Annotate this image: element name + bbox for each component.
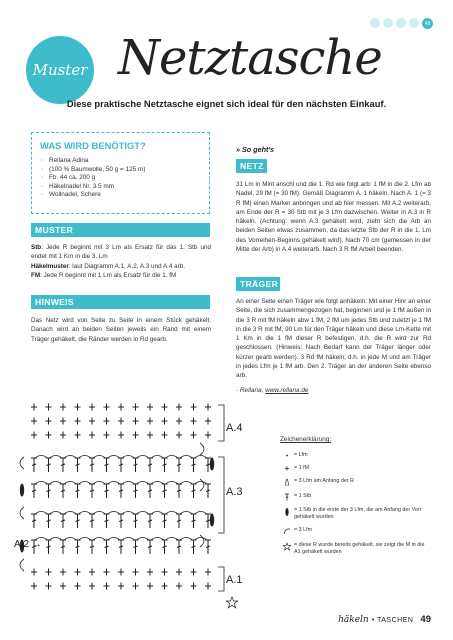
chain-dot-icon <box>280 452 294 459</box>
double-crochet-icon <box>280 493 294 501</box>
footer-section: • TASCHEN <box>371 617 414 624</box>
single-crochet-icon <box>205 583 211 590</box>
turning-chain-icon <box>200 443 204 455</box>
traeger-text: An einer Seite einen Träger wie folgt anhäkeln: Mit einer Hinr an einer Seite, die sich zusammengezogen hat, beginnen und je 1 fM außen in die 3 R mit fM häkeln abw 1 fM, 2 fM um jedes Stb und zuletzt je 1 fM in die 3 R mit fM, 90 Lm für den Träger häkeln und diese Lm-Kette mit 1 Km in die 1 fM dieser R befestigen, d.h. die R wird zur Rd geschlossen. (Hinweis: Nach Bedarf kann der Träger länger oder kürzer gearb werden). 3 Rd fM häkeln, d.h. in jede M und am Träger in jedes Lfm je 1 fM arb. Den 2. Träger an der anderen Seite ebenso arb. <box>236 298 431 380</box>
single-crochet-icon <box>118 583 124 590</box>
traeger-heading: TRÄGER <box>236 277 280 291</box>
muster-stb: Stb: Jede R beginnt mit 3 Lm als Ersatz für das 1. Stb und endet mit 1 Km in die 3. Lm <box>31 244 211 261</box>
single-crochet-icon <box>205 404 211 411</box>
double-crochet-icon <box>60 484 66 498</box>
single-crochet-icon <box>191 404 197 411</box>
double-crochet-icon <box>147 484 153 498</box>
star-icon <box>280 542 294 552</box>
single-crochet-icon <box>31 432 37 439</box>
double-crochet-icon <box>118 514 124 528</box>
single-crochet-icon <box>280 465 294 472</box>
double-crochet-icon <box>31 514 37 528</box>
double-crochet-icon <box>133 514 139 528</box>
single-crochet-icon <box>104 569 110 576</box>
single-crochet-icon <box>60 569 66 576</box>
muster-haekel: Häkelmuster: laut Diagramm A.1, A.2, A.3 und A.4 arb. <box>31 262 186 270</box>
single-crochet-icon <box>205 418 211 425</box>
legend-item: = 3 Lfm <box>280 527 430 536</box>
single-crochet-icon <box>104 404 110 411</box>
double-crochet-icon <box>176 514 182 528</box>
double-crochet-icon <box>104 540 110 554</box>
netz-text: 31 Lm in Mint anschl und die 1. Rd wie folgt arb: 1 fM in die 2. Lfm ab Nadel, 29 fM (= 30 fM). Gemäß Diagramm A. 1 häkeln. Nach A. 1 (= 3 R fM) einen Marker anbringen und ab hier messen. Mit A.2 weiterarb, am Ende der R = 30 Stb mit je 3 Lfm dazwischen. Weiter in A.3 in R häkeln. (Achtung: wenn A.3 gehäkelt wird, zieht sich die Arb an beiden Seiten etwas zusammen, da das letzte Stb der R in die 1. Lm des Vorreihen-Beginns gehäkelt wird). Nach 70 cm (gemessen in der Mitte der Arb) in A.4 weiterarb. Nach 3 R fM Arbeit beenden. <box>236 181 431 254</box>
double-crochet-icon <box>46 458 52 472</box>
single-crochet-icon <box>162 432 168 439</box>
muster-heading: MUSTER <box>31 223 210 237</box>
single-crochet-icon <box>46 404 52 411</box>
muster-fm: FM: Jede R beginnt mit 1 Lm als Ersatz für die 1. fM <box>31 271 177 279</box>
diagram-symbols <box>20 404 214 590</box>
double-crochet-icon <box>147 458 153 472</box>
chain-arc-small-icon <box>280 527 294 536</box>
double-crochet-icon <box>75 458 81 472</box>
materials-item: · (100 % Baumwolle, 50 g = 125 m) <box>40 166 201 175</box>
page-number: 49 <box>420 614 431 625</box>
single-crochet-icon <box>133 432 139 439</box>
single-crochet-icon <box>89 432 95 439</box>
single-crochet-icon <box>46 583 52 590</box>
double-crochet-icon <box>162 484 168 498</box>
filled-oval-icon <box>210 458 214 471</box>
single-crochet-icon <box>133 569 139 576</box>
double-crochet-icon <box>31 458 37 472</box>
materials-item: · Häkelnadel Nr. 3.5 mm <box>40 183 201 192</box>
double-crochet-icon <box>147 514 153 528</box>
credit: · Rellana, www.rellana.de <box>236 387 309 394</box>
double-crochet-icon <box>205 484 211 498</box>
single-crochet-icon <box>133 404 139 411</box>
filled-oval-icon <box>280 507 294 517</box>
materials-item: · Wollnadel, Schere <box>40 191 201 200</box>
single-crochet-icon <box>31 569 37 576</box>
single-crochet-icon <box>46 418 52 425</box>
double-crochet-icon <box>162 458 168 472</box>
double-crochet-icon <box>191 484 197 498</box>
double-crochet-icon <box>118 458 124 472</box>
single-crochet-icon <box>205 569 211 576</box>
nav-dot <box>409 18 419 28</box>
muster-text <box>31 243 211 280</box>
double-crochet-icon <box>133 540 139 554</box>
credit-link[interactable]: www.rellana.de <box>265 387 309 394</box>
double-crochet-icon <box>133 458 139 472</box>
single-crochet-icon <box>75 418 81 425</box>
double-crochet-icon <box>147 540 153 554</box>
single-crochet-icon <box>89 569 95 576</box>
single-crochet-icon <box>147 569 153 576</box>
bracket-a4 <box>218 405 224 441</box>
single-crochet-icon <box>147 432 153 439</box>
single-crochet-icon <box>31 418 37 425</box>
single-crochet-icon <box>118 432 124 439</box>
page-nav-dots <box>370 18 433 29</box>
single-crochet-icon <box>75 569 81 576</box>
single-crochet-icon <box>147 404 153 411</box>
label-a2: A.2 → <box>14 539 42 550</box>
double-crochet-icon <box>176 458 182 472</box>
legend-item: = Lfm <box>280 452 430 459</box>
crochet-diagram <box>0 395 270 615</box>
single-crochet-icon <box>104 432 110 439</box>
single-crochet-icon <box>176 404 182 411</box>
single-crochet-icon <box>133 418 139 425</box>
single-crochet-icon <box>133 583 139 590</box>
double-crochet-icon <box>89 458 95 472</box>
double-crochet-icon <box>75 484 81 498</box>
single-crochet-icon <box>176 432 182 439</box>
netz-heading: NETZ <box>236 159 267 173</box>
single-crochet-icon <box>75 583 81 590</box>
single-crochet-icon <box>162 418 168 425</box>
bracket-a1 <box>218 567 224 591</box>
double-crochet-icon <box>46 514 52 528</box>
label-a4: A.4 <box>226 422 243 434</box>
single-crochet-icon <box>147 418 153 425</box>
single-crochet-icon <box>46 569 52 576</box>
label-a3: A.3 <box>226 486 243 498</box>
single-crochet-icon <box>118 418 124 425</box>
star-icon <box>226 597 237 608</box>
legend-item: = 3 Lfm am Anfang der R <box>280 478 430 487</box>
double-crochet-icon <box>60 458 66 472</box>
double-crochet-icon <box>162 540 168 554</box>
hinweis-text: Das Netz wird von Seite zu Seite in einem Stück gehäkelt. Danach wird an beiden Seiten jeweils ein Rand mit einem Träger gehäkelt, die Ränder werden in Rd gearb. <box>31 317 211 343</box>
single-crochet-icon <box>60 404 66 411</box>
single-crochet-icon <box>89 583 95 590</box>
hinweis-heading: HINWEIS <box>31 295 210 309</box>
single-crochet-icon <box>176 583 182 590</box>
single-crochet-icon <box>162 404 168 411</box>
single-crochet-icon <box>162 583 168 590</box>
single-crochet-icon <box>60 418 66 425</box>
single-crochet-icon <box>60 583 66 590</box>
legend <box>280 436 430 562</box>
single-crochet-icon <box>89 404 95 411</box>
single-crochet-icon <box>89 418 95 425</box>
double-crochet-icon <box>89 484 95 498</box>
materials-box <box>31 132 210 214</box>
double-crochet-icon <box>191 458 197 472</box>
turning-chain-icon <box>20 559 24 571</box>
materials-title: WAS WIRD BENÖTIGT? <box>40 140 146 151</box>
nav-dot-active: 48 <box>422 18 433 29</box>
single-crochet-icon <box>176 418 182 425</box>
double-crochet-icon <box>118 540 124 554</box>
double-crochet-icon <box>104 514 110 528</box>
materials-list <box>40 157 201 200</box>
chain-arc-icon <box>280 478 294 487</box>
turning-chain-icon <box>200 535 204 547</box>
turning-chain-icon <box>200 479 204 491</box>
double-crochet-icon <box>46 540 52 554</box>
double-crochet-icon <box>89 540 95 554</box>
double-crochet-icon <box>60 540 66 554</box>
filled-oval-icon <box>20 484 24 497</box>
legend-item: = 1 fM <box>280 465 430 472</box>
single-crochet-icon <box>191 569 197 576</box>
howto-label: » So geht's <box>236 145 275 154</box>
legend-title: Zeichenerklärung: <box>280 436 332 443</box>
double-crochet-icon <box>75 514 81 528</box>
single-crochet-icon <box>205 432 211 439</box>
double-crochet-icon <box>60 514 66 528</box>
single-crochet-icon <box>191 432 197 439</box>
single-crochet-icon <box>104 418 110 425</box>
legend-item: = 1 Stb in die erste der 3 Lfm, die am Anfang der Vorr gehäkelt wurden <box>280 507 430 521</box>
double-crochet-icon <box>205 540 211 554</box>
double-crochet-icon <box>104 484 110 498</box>
single-crochet-icon <box>104 583 110 590</box>
single-crochet-icon <box>75 432 81 439</box>
single-crochet-icon <box>162 569 168 576</box>
bracket-a3 <box>218 457 224 533</box>
single-crochet-icon <box>31 583 37 590</box>
materials-item: · Rellana Adina <box>40 157 201 166</box>
double-crochet-icon <box>46 484 52 498</box>
intro-text: Diese praktische Netztasche eignet sich ideal für den nächsten Einkauf. <box>66 98 387 109</box>
double-crochet-icon <box>89 514 95 528</box>
single-crochet-icon <box>60 432 66 439</box>
nav-dot <box>370 18 380 28</box>
footer-brand: häkeln <box>338 615 369 625</box>
filled-oval-icon <box>210 514 214 527</box>
double-crochet-icon <box>75 540 81 554</box>
nav-dot <box>396 18 406 28</box>
page-title: Netztasche <box>118 30 382 86</box>
label-a1: A.1 <box>226 574 243 586</box>
legend-item: = diese R wurde bereits gehäkelt, sie zeigt die M in die A1 gehäkelt wurden <box>280 542 430 556</box>
legend-item: = 1 Stb <box>280 493 430 501</box>
single-crochet-icon <box>31 404 37 411</box>
double-crochet-icon <box>176 484 182 498</box>
materials-item: · Fb. 44 ca. 200 g <box>40 174 201 183</box>
turning-chain-icon <box>20 507 24 519</box>
double-crochet-icon <box>118 484 124 498</box>
nav-dot <box>383 18 393 28</box>
single-crochet-icon <box>46 432 52 439</box>
single-crochet-icon <box>176 569 182 576</box>
double-crochet-icon <box>176 540 182 554</box>
single-crochet-icon <box>147 583 153 590</box>
muster-badge <box>26 36 94 104</box>
single-crochet-icon <box>118 569 124 576</box>
page-footer <box>338 614 431 625</box>
badge-label: Muster <box>32 61 88 79</box>
double-crochet-icon <box>133 484 139 498</box>
double-crochet-icon <box>31 484 37 498</box>
double-crochet-icon <box>162 514 168 528</box>
single-crochet-icon <box>75 404 81 411</box>
single-crochet-icon <box>191 583 197 590</box>
single-crochet-icon <box>118 404 124 411</box>
single-crochet-icon <box>191 418 197 425</box>
turning-chain-icon <box>20 457 24 469</box>
double-crochet-icon <box>104 458 110 472</box>
double-crochet-icon <box>191 540 197 554</box>
double-crochet-icon <box>191 514 197 528</box>
